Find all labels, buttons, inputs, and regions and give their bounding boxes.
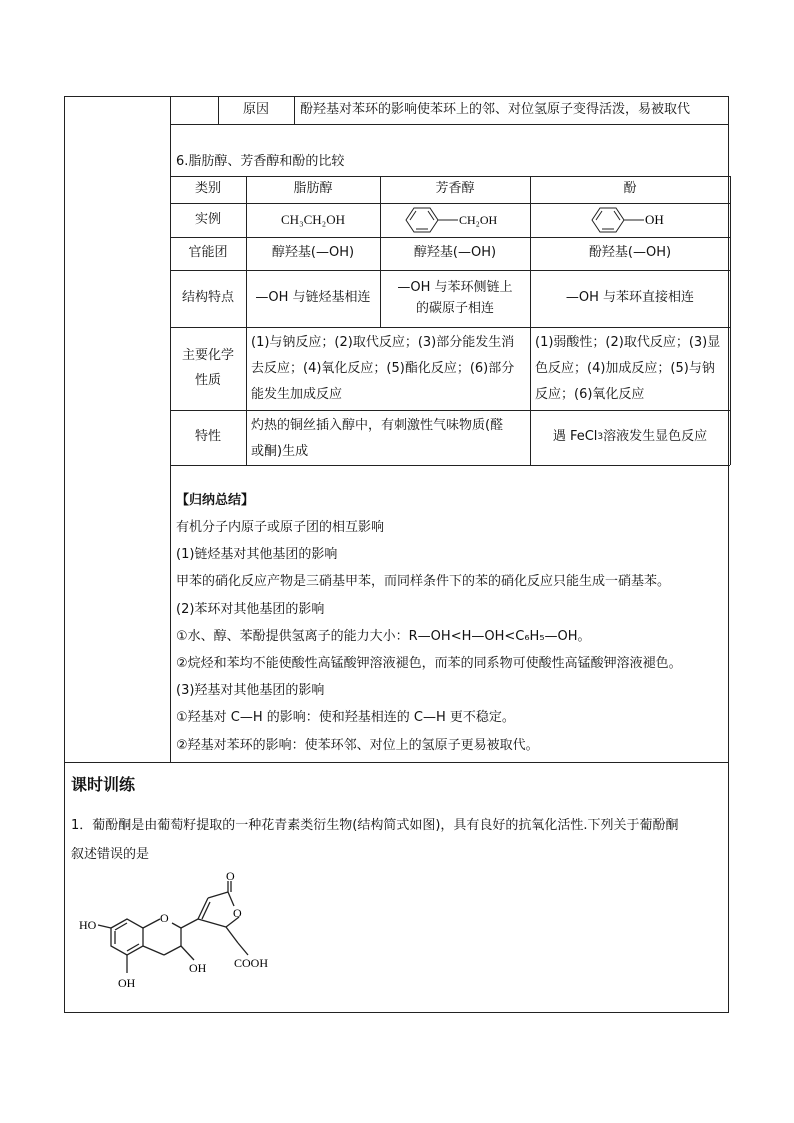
- phenol-special-post: 溶液发生显色反应: [603, 429, 708, 445]
- row-functional-group-label: 官能团: [188, 245, 228, 261]
- ethanol-formula: CH₃CH₂OH: [281, 211, 345, 227]
- outer-border-right: [728, 96, 729, 1013]
- summary-line: ②烷烃和苯均不能使酸性高锰酸钾溶液褪色，而苯的同系物可使酸性高锰酸钾溶液褪色。: [176, 656, 682, 672]
- phenol-structure: [586, 205, 676, 239]
- training-title: 课时训练: [71, 775, 136, 794]
- row-special-label: 特性: [194, 429, 221, 445]
- phenol-functional-group: 酚羟基(—OH): [588, 245, 672, 261]
- summary-line: (2)苯环对其他基团的影响: [176, 601, 325, 617]
- phenol-special: [530, 410, 730, 465]
- phenol-special-sub: 3: [597, 431, 604, 442]
- summary-line: ①水、醇、苯酚提供氢离子的能力大小：R—OH<H—OH<C₆H₅—OH。: [176, 628, 591, 644]
- cooh-label: COOH: [234, 956, 269, 970]
- section-divider: [64, 762, 728, 763]
- row-example-label: 实例: [194, 211, 221, 227]
- row-properties-label: [170, 327, 246, 410]
- summary-title: 【归纳总结】: [176, 493, 255, 508]
- phenol-properties-line2: 色反应；(4)加成反应；(5)与钠: [535, 361, 715, 376]
- ho-label: HO: [79, 918, 97, 932]
- phenol-properties-line1: (1)弱酸性；(2)取代反应；(3)显: [535, 335, 721, 350]
- alcohol-properties-line2: 去反应；(4)氧化反应；(5)酯化反应；(6)部分: [251, 361, 515, 376]
- outer-border-left: [64, 96, 65, 1013]
- phenol-oh-label: OH: [645, 212, 664, 227]
- aliphatic-functional-group: 醇羟基(—OH): [271, 245, 355, 261]
- alcohol-special-line1: 灼热的铜丝插入醇中，有刺激性气味物质(醛: [251, 418, 504, 433]
- keto-oxygen-label: O: [226, 870, 235, 883]
- summary-line: (3)羟基对其他基团的影响: [176, 683, 325, 699]
- phenol-properties-line3: 反应；(6)氧化反应: [535, 387, 645, 402]
- benzyl-alcohol-structure: [400, 205, 512, 239]
- alcohol-special-line2: 或酮)生成: [251, 444, 309, 459]
- properties-label-line1: 主要化学: [181, 347, 234, 363]
- alcohol-properties: [251, 330, 514, 408]
- alcohol-properties-line3: 能发生加成反应: [251, 387, 343, 402]
- summary-line: ①羟基对 C—H 的影响：使和羟基相连的 C—H 更不稳定。: [176, 710, 515, 726]
- aromatic-functional-group: 醇羟基(—OH): [413, 245, 497, 261]
- benzyl-ch2oh-label: CH₂OH: [459, 213, 498, 227]
- header-aromatic-alcohol: 芳香醇: [435, 181, 475, 197]
- header-aliphatic-alcohol: 脂肪醇: [293, 181, 333, 197]
- row-structure-label: 结构特点: [181, 290, 234, 306]
- properties-label-line2: 性质: [194, 372, 221, 388]
- bottom-oh-label: OH: [118, 976, 136, 990]
- ring-oxygen-label: O: [160, 911, 169, 925]
- aromatic-structure-line2: 的碳原子相连: [415, 300, 494, 316]
- aromatic-structure: [380, 270, 530, 327]
- phenol-special-pre: 遇 FeCl: [552, 429, 598, 445]
- summary-line: 甲苯的硝化反应产物是三硝基甲苯，而同样条件下的苯的硝化反应只能生成一硝基苯。: [176, 574, 671, 590]
- c3-oh-label: OH: [189, 961, 207, 975]
- question1-line2: 叙述错误的是: [71, 847, 150, 862]
- phenol-properties: [535, 330, 720, 408]
- question1-line1: 1．葡酚酮是由葡萄籽提取的一种花青素类衍生物(结构简式如图)，具有良好的抗氧化活性.下列关于葡酚酮: [71, 818, 679, 833]
- reason-text: 酚羟基对苯环的影响使苯环上的邻、对位氢原子变得活泼，易被取代: [300, 101, 691, 117]
- grape-phenol-ketone-structure: [76, 870, 286, 1004]
- summary-body: [176, 514, 682, 759]
- aromatic-structure-line1: —OH 与苯环侧链上: [397, 280, 513, 296]
- section6-title: 6.脂肪醇、芳香醇和酚的比较: [176, 154, 345, 169]
- lactone-oxygen-label: O: [233, 906, 242, 920]
- alcohol-properties-line1: (1)与钠反应；(2)取代反应；(3)部分能发生消: [251, 335, 515, 350]
- summary-line: 有机分子内原子或原子团的相互影响: [176, 520, 385, 535]
- aliphatic-structure: —OH 与链烃基相连: [255, 290, 371, 306]
- summary-line: (1)链烃基对其他基团的影响: [176, 547, 338, 563]
- header-category: 类别: [194, 181, 221, 197]
- reason-label: 原因: [242, 101, 269, 117]
- header-phenol: 酚: [623, 181, 637, 197]
- outer-border-bottom: [64, 1012, 728, 1013]
- phenol-structure-feature: —OH 与苯环直接相连: [565, 290, 695, 306]
- alcohol-special: [251, 413, 503, 465]
- summary-line: ②羟基对苯环的影响：使苯环邻、对位上的氢原子更易被取代。: [176, 737, 539, 753]
